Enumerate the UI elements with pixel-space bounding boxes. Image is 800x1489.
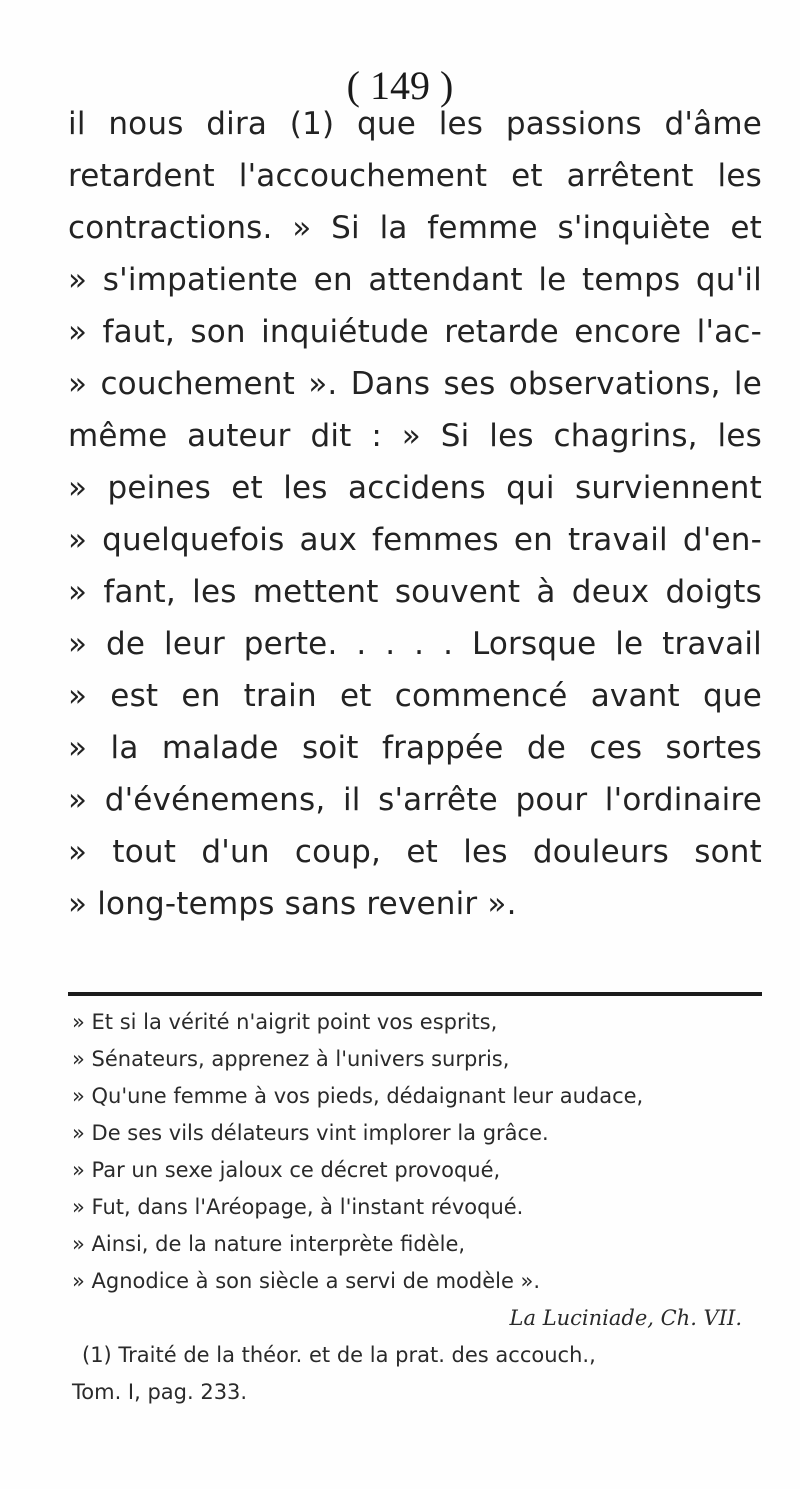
footnote-line: (1) Traité de la théor. et de la prat. des accouch., <box>82 1343 596 1367</box>
verse-source: La Luciniade, Ch. VII. <box>509 1306 742 1330</box>
body-line: même auteur dit : » Si les chagrins, les <box>68 418 762 454</box>
footnote-line: Tom. I, pag. 233. <box>72 1380 248 1404</box>
body-line: contractions. » Si la femme s'inquiète et <box>68 210 762 246</box>
verse-line: » Et si la vérité n'aigrit point vos esprits, <box>72 1010 498 1034</box>
body-line: » la malade soit frappée de ces sortes <box>68 730 762 766</box>
notes-block <box>72 1004 762 1411</box>
verse-line: » Ainsi, de la nature interprète fidèle, <box>72 1232 466 1256</box>
body-line: » s'impatiente en attendant le temps qu'il <box>68 262 762 298</box>
body-line: » tout d'un coup, et les douleurs sont <box>68 834 762 870</box>
separator-rule <box>68 992 762 996</box>
body-line: » long-temps sans revenir ». <box>68 886 517 922</box>
verse-line: » Fut, dans l'Aréopage, à l'instant révoqué. <box>72 1195 524 1219</box>
body-text <box>68 98 762 930</box>
body-line: » quelquefois aux femmes en travail d'en- <box>68 522 762 558</box>
body-line: » couchement ». Dans ses observations, le <box>68 366 762 402</box>
verse-line: » De ses vils délateurs vint implorer la grâce. <box>72 1121 549 1145</box>
page-number: ( 149 ) <box>346 63 454 108</box>
body-line: » faut, son inquiétude retarde encore l'ac- <box>68 314 762 350</box>
body-line: » est en train et commencé avant que <box>68 678 762 714</box>
body-line: il nous dira (1) que les passions d'âme <box>68 106 762 142</box>
body-line: » fant, les mettent souvent à deux doigts <box>68 574 762 610</box>
body-line: » peines et les accidens qui surviennent <box>68 470 762 506</box>
body-line: retardent l'accouchement et arrêtent les <box>68 158 762 194</box>
verse-line: » Qu'une femme à vos pieds, dédaignant leur audace, <box>72 1084 644 1108</box>
verse-line: » Sénateurs, apprenez à l'univers surpris, <box>72 1047 510 1071</box>
verse-line: » Agnodice à son siècle a servi de modèle ». <box>72 1269 541 1293</box>
body-line: » d'événemens, il s'arrête pour l'ordinaire <box>68 782 762 818</box>
body-line: » de leur perte. . . . . Lorsque le travail <box>68 626 762 662</box>
verse-line: » Par un sexe jaloux ce décret provoqué, <box>72 1158 501 1182</box>
